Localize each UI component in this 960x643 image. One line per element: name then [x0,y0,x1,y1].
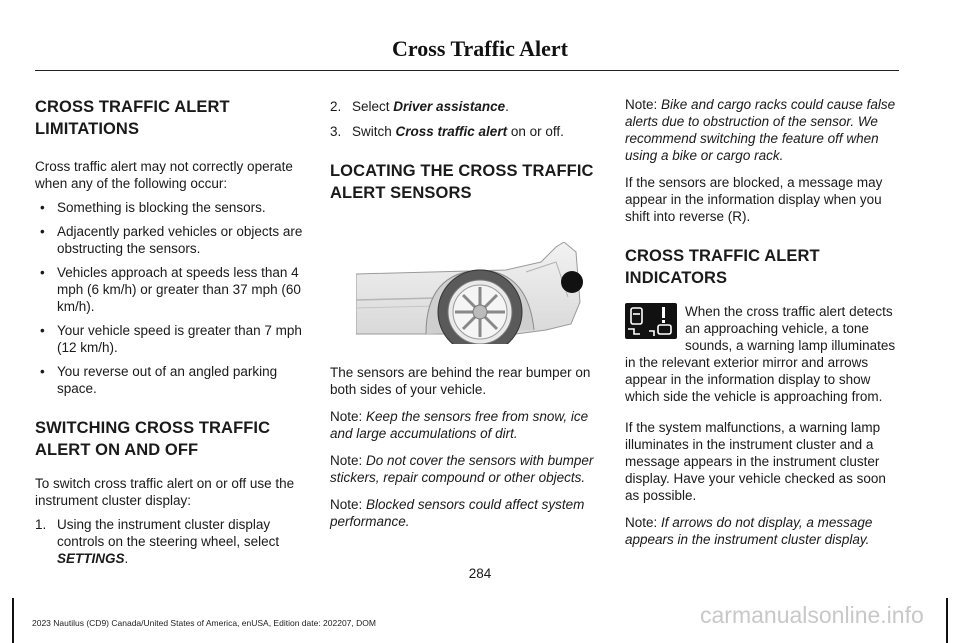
indicators-heading [625,245,897,289]
indicator-text-b: in the relevant exterior mirror and arrows appear in the information display to show which side the vehicle is approaching from. [625,355,883,404]
watermark: carmanualsonline.info [700,602,924,628]
limitations-list [35,199,307,397]
limitations-heading-line1: CROSS TRAFFIC ALERT [35,98,230,116]
step-item: 2. Select Driver assistance. [330,99,509,114]
indicator-text-a: When the cross traffic alert detects an approaching vehicle, a tone sounds, a warning lamp illuminates [685,304,896,353]
list-item: • Vehicles approach at speeds less than 4 mph (6 km/h) or greater than 37 mph (60 km/h). [40,265,301,314]
switching-heading-line2: ALERT ON AND OFF [35,441,199,459]
cross-traffic-warning-icon [625,303,677,339]
step-item: 1. Using the instrument cluster display controls on the steering wheel, select SETTINGS. [35,517,280,566]
note-racks: Note: Bike and cargo racks could cause false alerts due to obstruction of the sensor. We recommend switching the feature off when using a bike or cargo rack. [625,97,896,163]
page-number: 284 [468,566,492,581]
steps-list-continued [330,98,600,140]
crop-mark-right [946,598,948,643]
rear-bumper-sensor-svg [356,242,586,344]
locating-heading-line2: ALERT SENSORS [330,184,472,202]
list-item: • You reverse out of an angled parking space. [40,364,278,396]
switching-heading-line1: SWITCHING CROSS TRAFFIC [35,419,271,437]
indicators-heading-line2: INDICATORS [625,269,728,287]
sensors-text: The sensors are behind the rear bumper on both sides of your vehicle. [330,365,591,397]
note-3: Note: Blocked sensors could affect system performance. [330,497,585,529]
note-2: Note: Do not cover the sensors with bumper stickers, repair compound or other objects. [330,453,594,485]
switching-intro: To switch cross traffic alert on or off use the instrument cluster display: [35,476,295,508]
limitations-intro: Cross traffic alert may not correctly operate when any of the following occur: [35,159,293,191]
step-item: 3. Switch Cross traffic alert on or off. [330,124,564,139]
list-item: • Adjacently parked vehicles or objects are obstructing the sensors. [40,224,303,256]
note-arrows: Note: If arrows do not display, a message appears in the instrument cluster display. [625,515,873,547]
indicator-block [625,303,897,354]
column-1 [35,96,307,567]
column-2 [330,90,600,530]
header-rule [35,70,899,71]
locating-heading [330,160,600,204]
malfunction-text: If the system malfunctions, a warning lamp illuminates in the instrument cluster and a message appears in the instrument cluster display. Have your vehicle checked as soon as possible. [625,420,886,503]
crop-mark-left [12,598,14,643]
limitations-heading-line2: LIMITATIONS [35,120,140,138]
switching-heading [35,417,307,461]
steps-list [35,516,307,567]
cross-traffic-warning-icon-svg [625,303,677,339]
indicators-heading-line1: CROSS TRAFFIC ALERT [625,247,820,265]
locating-heading-line1: LOCATING THE CROSS TRAFFIC [330,162,594,180]
list-item: • Your vehicle speed is greater than 7 mph (12 km/h). [40,323,302,355]
limitations-heading [35,96,307,140]
list-item: • Something is blocking the sensors. [40,200,266,215]
page-title: Cross Traffic Alert [392,36,568,61]
rear-bumper-sensor-illustration [356,242,586,344]
edition-footer: 2023 Nautilus (CD9) Canada/United States of America, enUSA, Edition date: 202207, DOM [32,618,376,628]
note-1: Note: Keep the sensors free from snow, ice and large accumulations of dirt. [330,409,589,441]
blocked-text: If the sensors are blocked, a message may appear in the information display when you shift into reverse (R). [625,175,883,224]
column-3 [625,96,897,548]
